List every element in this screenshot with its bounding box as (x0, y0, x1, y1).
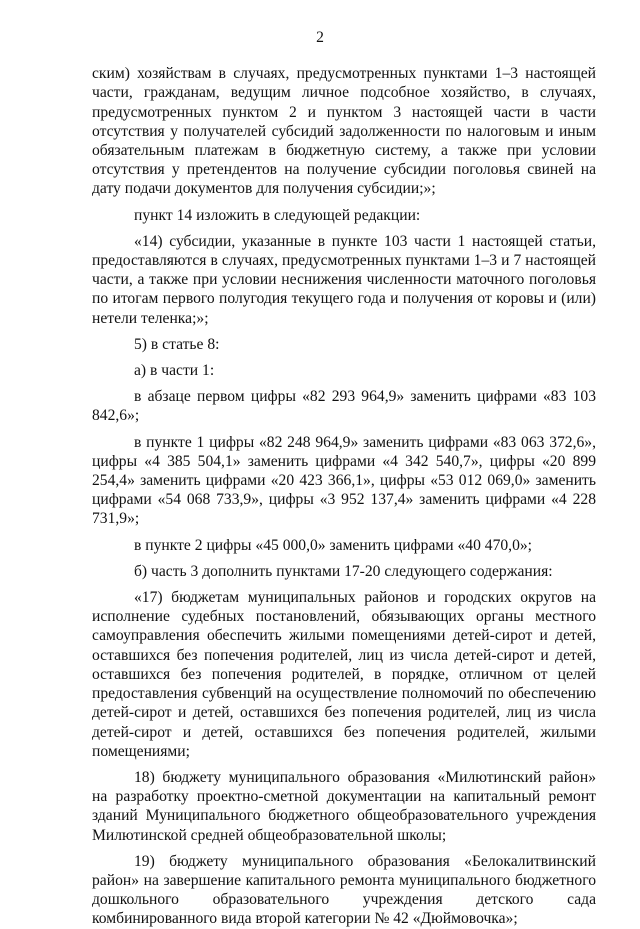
paragraph: 5) в статье 8: (134, 335, 220, 353)
paragraph: в пункте 1 цифры «82 248 964,9» заменить цифрами «83 063 372,6», цифры «4 385 504,1» заменить цифрами «4 342 540,7», цифры «20 899 254,4» заменить цифрами «20 423 366,1», цифры «53 012 069,0» заменить цифрами «54 068 733,9», цифры «3 952 137,4» заменить цифрами «4 228 731,9»; (92, 433, 596, 528)
paragraph: пункт 14 изложить в следующей редакции: (134, 206, 421, 224)
page-number: 2 (316, 29, 324, 46)
paragraph: «17) бюджетам муниципальных районов и городских округов на исполнение судебных постановлений, обязывающих органы местного самоуправления обеспечить жилыми помещениями детей-сирот и детей, оставшихся без попечения родителей, лиц из числа детей-сирот и детей, оставшихся без попечения родителей, в порядке, отличном от целей предоставления субвенций на осуществление полномочий по обеспечению детей-сирот и детей, оставшихся без попечения родителей, лиц из числа детей-сирот и детей, оставшихся без попечения родителей, жилыми помещениями; (92, 589, 596, 760)
paragraph: 19) бюджету муниципального образования «Белокалитвинский район» на завершение капитального ремонта муниципального бюджетного дошкольного образовательного учреждения детского сада комбинированного вида второй категории № 42 «Дюймовочка»; (92, 852, 596, 928)
paragraph: ским) хозяйствам в случаях, предусмотренных пунктами 1–3 настоящей части, гражданам, ведущим личное подсобное хозяйство, в случаях, предусмотренных пунктом 2 и пунктом 3 настоящей части в части отсутствия у получателей субсидий задолженности по налоговым и иным обязательным платежам в бюджетную систему, а также при условии отсутствия у претендентов на получение субсидии поголовья свиней на дату подачи документов для получения субсидии;»; (92, 65, 596, 198)
paragraph: а) в части 1: (134, 362, 215, 380)
paragraph: «14) субсидии, указанные в пункте 103 части 1 настоящей статьи, предоставляются в случаях, предусмотренных пунктами 1–3 и 7 настоящей части, а также при условии неснижения численности маточного поголовья по итогам первого полугодия текущего года и получения от коровы и (или) нетели теленка;»; (92, 232, 596, 327)
paragraph: б) часть 3 дополнить пунктами 17-20 следующего содержания: (134, 562, 553, 580)
paragraph: в пункте 2 цифры «45 000,0» заменить цифрами «40 470,0»; (134, 536, 532, 554)
paragraph: в абзаце первом цифры «82 293 964,9» заменить цифрами «83 103 842,6»; (92, 388, 596, 425)
paragraph: 18) бюджету муниципального образования «Милютинский район» на разработку проектно-сметной документации на капитальный ремонт зданий Муниципального бюджетного общеобразовательного учреждения Милютинской средней общеобразовательной школы; (92, 768, 596, 844)
